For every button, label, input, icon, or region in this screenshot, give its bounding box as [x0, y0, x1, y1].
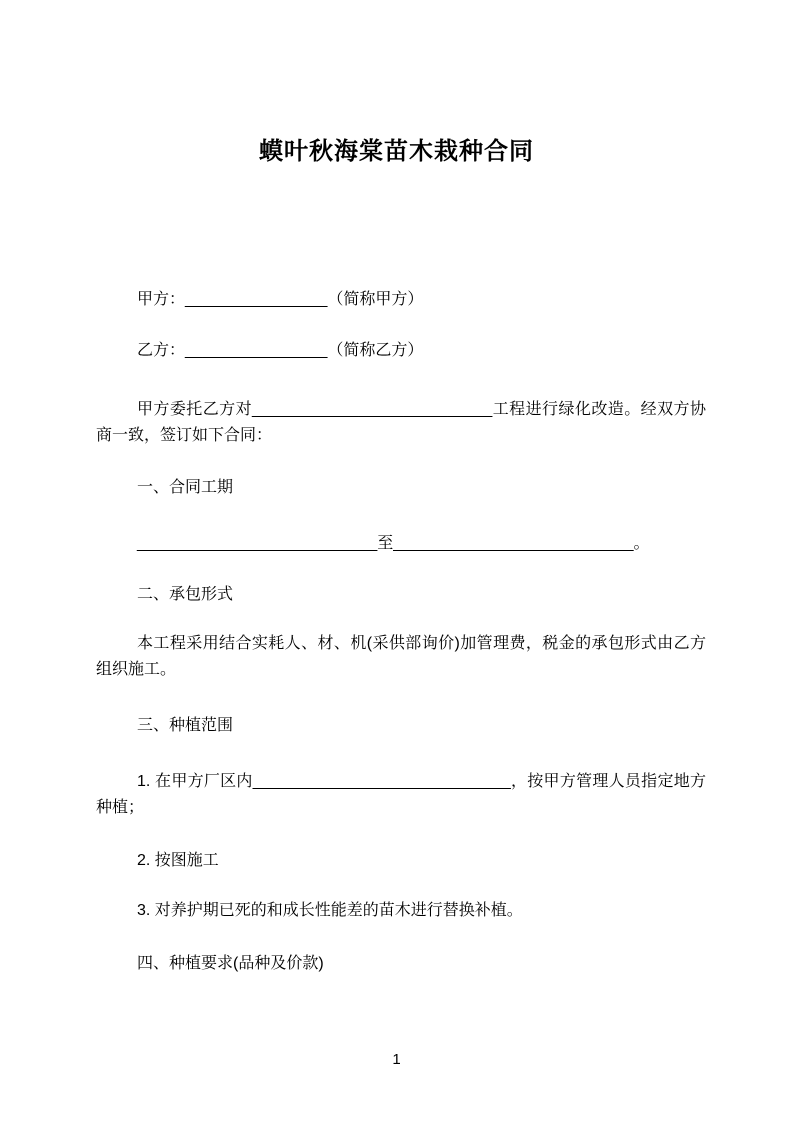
intro-blank: ___________________________ — [252, 401, 493, 418]
contract-period-line — [96, 531, 706, 557]
scope-item-1-lead: 1. 在甲方厂区内 — [137, 773, 253, 790]
party-a-blank: ________________ — [185, 291, 328, 308]
section-3-heading: 三、种植范围 — [137, 717, 234, 734]
period-to-blank: ___________________________ — [393, 535, 634, 552]
section-2-heading: 二、承包形式 — [137, 586, 234, 603]
period-to-label: 至 — [377, 535, 394, 552]
party-b-blank: ________________ — [185, 342, 328, 359]
intro-tail: 工程进行绿化改造。经双方协商一致，签订如下合同： — [96, 401, 706, 444]
page-number: 1 — [392, 1051, 401, 1068]
scope-item-1-tail: ，按甲方管理人员指定地方种植； — [96, 773, 706, 816]
party-a-note: （简称甲方） — [327, 291, 424, 308]
party-a-line — [96, 287, 706, 313]
party-b-note: （简称乙方） — [327, 342, 424, 359]
intro-lead: 甲方委托乙方对 — [137, 401, 253, 418]
document-title: 蟆叶秋海棠苗木栽种合同 — [259, 138, 534, 165]
section-4-heading: 四、种植要求(品种及价款) — [137, 955, 324, 972]
party-b-label: 乙方： — [137, 342, 186, 359]
party-a-label: 甲方： — [137, 291, 186, 308]
party-b-line — [96, 338, 706, 364]
intro-paragraph — [96, 397, 706, 449]
scope-item-2: 2. 按图施工 — [137, 852, 219, 869]
period-terminal: 。 — [633, 535, 650, 552]
scope-item-3: 3. 对养护期已死的和成长性能差的苗木进行替换补植。 — [137, 902, 523, 919]
section-1-heading: 一、合同工期 — [137, 479, 234, 496]
section-2-body: 本工程采用结合实耗人、材、机(采供部询价)加管理费，税金的承包形式由乙方组织施工。 — [96, 635, 706, 678]
scope-item-1-blank: _____________________________ — [252, 773, 511, 790]
period-from-blank: ___________________________ — [137, 535, 378, 552]
scope-item-1 — [96, 769, 706, 821]
